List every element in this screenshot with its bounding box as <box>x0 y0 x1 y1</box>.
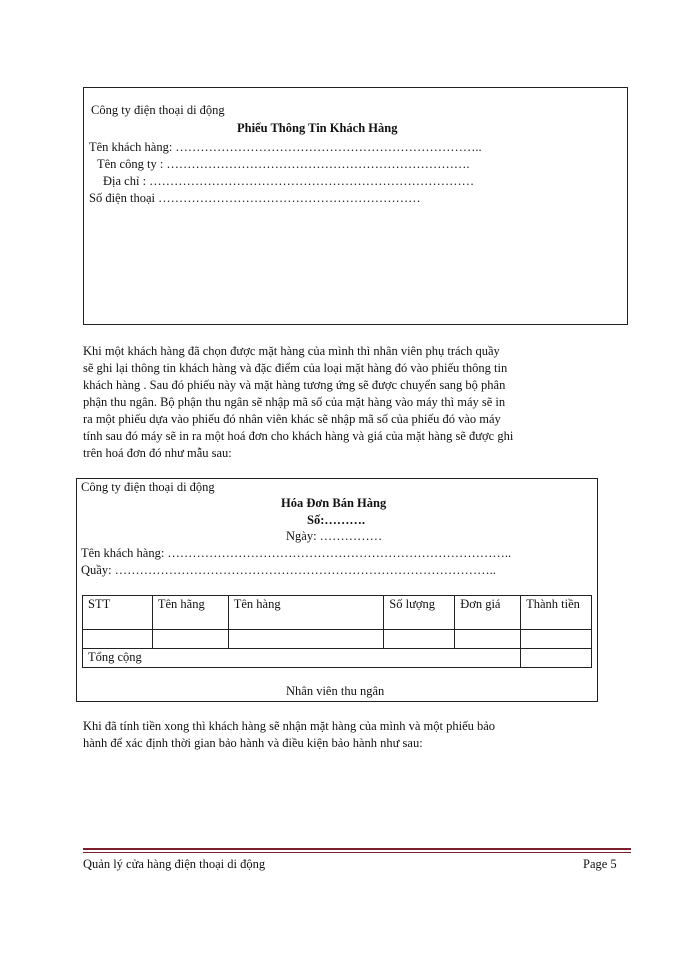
header-unit-price: Đơn giá <box>455 596 521 630</box>
paragraph-1-line: sẽ ghi lại thông tin khách hàng và đặc điểm của loại mặt hàng đó vào phiếu thông tin <box>83 361 508 375</box>
table-header-row <box>83 596 592 630</box>
table-cell <box>83 630 153 649</box>
table-cell <box>455 630 521 649</box>
footer-divider-thin <box>83 852 631 853</box>
paragraph-1-line: Khi một khách hàng đã chọn được mặt hàng của mình thì nhân viên phụ trách quầy <box>83 344 500 358</box>
paragraph-1 <box>83 343 563 462</box>
footer-document-title: Quản lý cửa hàng điện thoại di động <box>83 857 266 871</box>
invoice-items-table <box>82 595 592 668</box>
invoice-date: Ngày: …………… <box>286 529 383 543</box>
header-stt: STT <box>83 596 153 630</box>
table-cell <box>228 630 384 649</box>
invoice-company: Công ty điện thoại di động <box>81 480 215 494</box>
form1-field-address: Địa chỉ : …………………………………………………………………… <box>103 174 475 188</box>
header-amount: Thành tiền <box>521 596 592 630</box>
form1-title: Phiếu Thông Tin Khách Hàng <box>237 121 398 135</box>
header-brand: Tên hãng <box>152 596 228 630</box>
form1-field-company: Tên công ty : ………………………………………………………………. <box>97 157 470 171</box>
paragraph-1-line: khách hàng . Sau đó phiếu này và mặt hàng tương ứng sẽ được chuyển sang bộ phân <box>83 378 506 392</box>
paragraph-1-line: phận thu ngân. Bộ phận thu ngân sẽ nhập mã số của mặt hàng vào máy thì máy sẽ in <box>83 395 506 409</box>
total-label: Tổng cộng <box>83 649 521 668</box>
paragraph-2-line: hành để xác định thời gian bảo hành và điều kiện bảo hành như sau: <box>83 736 423 750</box>
footer-page-number: Page 5 <box>583 857 617 871</box>
total-value <box>521 649 592 668</box>
invoice-counter: Quầy: ……………………………………………………………………………….. <box>81 563 496 577</box>
paragraph-1-line: tính sau đó máy sẽ in ra một hoá đơn cho khách hàng và giá của mặt hàng sẽ được ghi <box>83 429 514 443</box>
invoice-customer-name: Tên khách hàng: ……………………………………………………………………….. <box>81 546 512 560</box>
footer-divider <box>83 848 631 850</box>
paragraph-1-line: trên hoá đơn đó như mẫu sau: <box>83 446 232 460</box>
header-quantity: Số lượng <box>384 596 455 630</box>
table-row <box>83 630 592 649</box>
paragraph-2-line: Khi đã tính tiền xong thì khách hàng sẽ nhận mặt hàng của mình và một phiếu bảo <box>83 719 496 733</box>
invoice-signature: Nhân viên thu ngân <box>286 684 385 698</box>
form1-field-phone: Số điện thoại ……………………………………………………… <box>89 191 421 205</box>
invoice-title: Hóa Đơn Bán Hàng <box>281 496 387 510</box>
paragraph-1-line: ra một phiếu dựa vào phiếu đó nhân viên khác sẽ nhập mã số của phiếu đó vào máy <box>83 412 501 426</box>
invoice-form <box>76 478 598 702</box>
table-cell <box>521 630 592 649</box>
invoice-number: Số:………. <box>307 513 365 527</box>
form1-field-customer-name: Tên khách hàng: ……………………………………………………………….. <box>89 140 482 154</box>
table-total-row <box>83 649 592 668</box>
paragraph-2 <box>83 718 563 752</box>
header-product: Tên hàng <box>228 596 384 630</box>
table-cell <box>152 630 228 649</box>
form1-company: Công ty điện thoại di động <box>91 103 225 117</box>
table-cell <box>384 630 455 649</box>
